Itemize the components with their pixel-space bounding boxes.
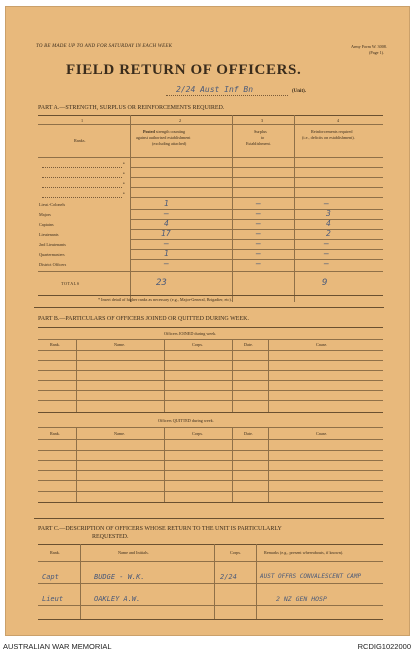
- posted-value: 4: [164, 219, 169, 228]
- quitted-col-corps: Corps.: [192, 431, 204, 436]
- totals-reinf: 9: [322, 278, 328, 288]
- rank-label: Lieut.-Colonels: [39, 202, 66, 207]
- part-c-remarks: 2 NZ GEN HOSP: [276, 595, 327, 603]
- part-a-footnote: * Insert detail of higher ranks as necessary (e.g., Major-General, Brigadier, etc).: [98, 297, 232, 302]
- col-reinf-line-2: (i.e., deficits on establishment).: [302, 135, 355, 140]
- col-surplus-line-1: Surplus: [254, 129, 267, 134]
- posted-value: 1: [164, 199, 169, 208]
- col-num-2: 2: [179, 118, 182, 123]
- totals-label: TOTALS: [61, 281, 80, 286]
- surplus-value: —: [256, 199, 261, 208]
- col-num-4: 4: [337, 118, 340, 123]
- part-b-top-rule: [38, 327, 383, 328]
- quitted-col-cause: Cause.: [316, 431, 328, 436]
- part-c-rank: Lieut: [42, 595, 64, 603]
- quitted-row-line: [38, 460, 383, 461]
- archive-footer: [0, 636, 415, 654]
- surplus-value: —: [256, 249, 261, 258]
- part-a-header-rule: [38, 157, 383, 158]
- rank-label: Captains: [39, 222, 54, 227]
- quitted-row-line: [38, 470, 383, 471]
- col-num-1: 1: [81, 118, 84, 123]
- quitted-title-rule: [38, 427, 383, 428]
- joined-vline: [268, 339, 269, 412]
- part-c-vline: [256, 544, 257, 620]
- page-number: (Page 1).: [369, 50, 385, 55]
- blank-rank-line-3: [42, 187, 122, 188]
- joined-row-line: [38, 400, 383, 401]
- reinf-value: —: [324, 239, 329, 248]
- col-reinf-line-1: Reinforcements required: [311, 129, 353, 134]
- col-ranks-header: Ranks.: [74, 138, 86, 143]
- part-c-header-rule: [38, 561, 383, 562]
- col-num-3: 3: [261, 118, 264, 123]
- quitted-header-rule: [38, 439, 383, 440]
- part-a-heading: PART A.—STRENGTH, SURPLUS OR REINFORCEMENTS REQUIRED.: [38, 105, 225, 111]
- reinf-value: 2: [326, 229, 331, 238]
- col-posted-bold: Posted: [143, 129, 155, 134]
- joined-vline: [232, 339, 233, 412]
- data-row-line: [130, 167, 383, 168]
- header-note: TO BE MADE UP TO AND FOR SATURDAY IN EACH WEEK: [36, 44, 173, 49]
- part-c-col-remarks: Remarks (e.g., present whereabouts, if known).: [264, 550, 344, 555]
- surplus-value: —: [256, 239, 261, 248]
- rank-label: Lieutenants: [39, 232, 59, 237]
- quitted-row-line: [38, 450, 383, 451]
- col-posted-rest: strength counting: [155, 129, 186, 134]
- part-c-col-corps: Corps.: [230, 550, 242, 555]
- data-row-line: [130, 177, 383, 178]
- part-a-end-rule: [34, 307, 384, 308]
- joined-row-line: [38, 370, 383, 371]
- reinf-value: —: [324, 249, 329, 258]
- part-c-top-rule: [38, 544, 383, 545]
- blank-rank-line-4: [42, 197, 122, 198]
- joined-header-rule: [38, 350, 383, 351]
- form-sheet: [5, 6, 410, 636]
- part-c-remarks: AUST OFFRS CONVALESCENT CAMP: [260, 573, 362, 580]
- quitted-col-name: Name.: [114, 431, 126, 436]
- reinf-value: —: [324, 259, 329, 268]
- asterisk-1: •: [123, 162, 125, 167]
- joined-col-corps: Corps.: [192, 342, 204, 347]
- col-posted-line-2: against authorised establishment: [136, 135, 191, 140]
- part-c-vline: [214, 544, 215, 620]
- joined-row-line: [38, 380, 383, 381]
- quitted-row-line: [38, 491, 383, 492]
- quitted-bottom-rule: [38, 502, 383, 503]
- joined-col-date: Date.: [244, 342, 253, 347]
- joined-row-line: [38, 390, 383, 391]
- data-row-line: [130, 187, 383, 188]
- part-c-heading-line-2: REQUESTED.: [92, 534, 129, 540]
- rank-label: Quartermasters: [39, 252, 65, 257]
- blank-rank-line-2: [42, 177, 122, 178]
- posted-value: —: [164, 259, 169, 268]
- quitted-row-line: [38, 480, 383, 481]
- joined-title-rule: [38, 339, 383, 340]
- part-a-colnum-rule: [38, 124, 383, 125]
- joined-vline: [76, 339, 77, 412]
- reinf-value: 3: [326, 209, 331, 218]
- joined-col-cause: Cause.: [316, 342, 328, 347]
- joined-row-line: [38, 360, 383, 361]
- part-c-name: BUDGE - W.K.: [94, 573, 145, 581]
- reinf-value: —: [324, 199, 329, 208]
- joined-vline: [164, 339, 165, 412]
- data-row-line: [130, 197, 383, 198]
- surplus-value: —: [256, 229, 261, 238]
- posted-value: 1: [164, 249, 169, 258]
- part-c-col-rank: Rank.: [50, 550, 60, 555]
- asterisk-4: •: [123, 192, 125, 197]
- surplus-value: —: [256, 219, 261, 228]
- part-c-name: OAKLEY A.W.: [94, 595, 141, 603]
- form-title: FIELD RETURN OF OFFICERS.: [66, 62, 302, 78]
- totals-bottom-rule: [38, 295, 383, 296]
- col-posted-line-3: (excluding attached): [152, 141, 187, 146]
- joined-col-name: Name.: [114, 342, 126, 347]
- part-c-bottom-rule: [38, 619, 383, 620]
- joined-bottom-rule: [38, 412, 383, 413]
- part-c-vline: [80, 544, 81, 620]
- part-c-row-line: [38, 605, 383, 606]
- rank-label: Majors: [39, 212, 51, 217]
- totals-posted: 23: [156, 278, 167, 288]
- rank-label: District Officers: [39, 262, 67, 267]
- reinf-value: 4: [326, 219, 331, 228]
- totals-top-rule: [38, 271, 383, 272]
- part-a-top-rule: [38, 115, 383, 116]
- col-surplus-line-2: to: [261, 135, 265, 140]
- part-c-col-name: Name and Initials.: [118, 550, 149, 555]
- joined-title: Officers JOINED during week.: [164, 331, 217, 336]
- joined-col-rank: Rank.: [50, 342, 60, 347]
- form-number: Army Form W. 3008.: [351, 44, 387, 49]
- quitted-title: Officers QUITTED during week.: [158, 418, 214, 423]
- posted-value: —: [164, 239, 169, 248]
- part-c-row-line: [38, 583, 383, 584]
- posted-value: —: [164, 209, 169, 218]
- surplus-value: —: [256, 209, 261, 218]
- quitted-col-rank: Rank.: [50, 431, 60, 436]
- unit-label: (Unit).: [292, 89, 307, 94]
- part-c-heading-line-1: PART C.—DESCRIPTION OF OFFICERS WHOSE RETURN TO THE UNIT IS PARTICULARLY: [38, 526, 282, 532]
- part-c-corps: 2/24: [220, 573, 237, 581]
- part-b-end-rule: [34, 518, 384, 519]
- col-surplus-line-3: Establishment.: [246, 141, 271, 146]
- footer-id: RCDIG1022000: [357, 642, 411, 651]
- posted-value: 17: [161, 229, 171, 238]
- asterisk-2: •: [123, 172, 125, 177]
- unit-underline: [166, 95, 288, 96]
- footer-source: AUSTRALIAN WAR MEMORIAL: [3, 642, 112, 651]
- blank-rank-line-1: [42, 167, 122, 168]
- part-b-heading: PART B.—PARTICULARS OF OFFICERS JOINED OR QUITTED DURING WEEK.: [38, 316, 249, 322]
- col-posted-header: [143, 129, 185, 134]
- surplus-value: —: [256, 259, 261, 268]
- quitted-col-date: Date.: [244, 431, 253, 436]
- asterisk-3: •: [123, 182, 125, 187]
- rank-label: 2nd Lieutenants: [39, 242, 66, 247]
- part-c-rank: Capt: [42, 573, 59, 581]
- unit-value: 2/24 Aust Inf Bn: [176, 85, 254, 94]
